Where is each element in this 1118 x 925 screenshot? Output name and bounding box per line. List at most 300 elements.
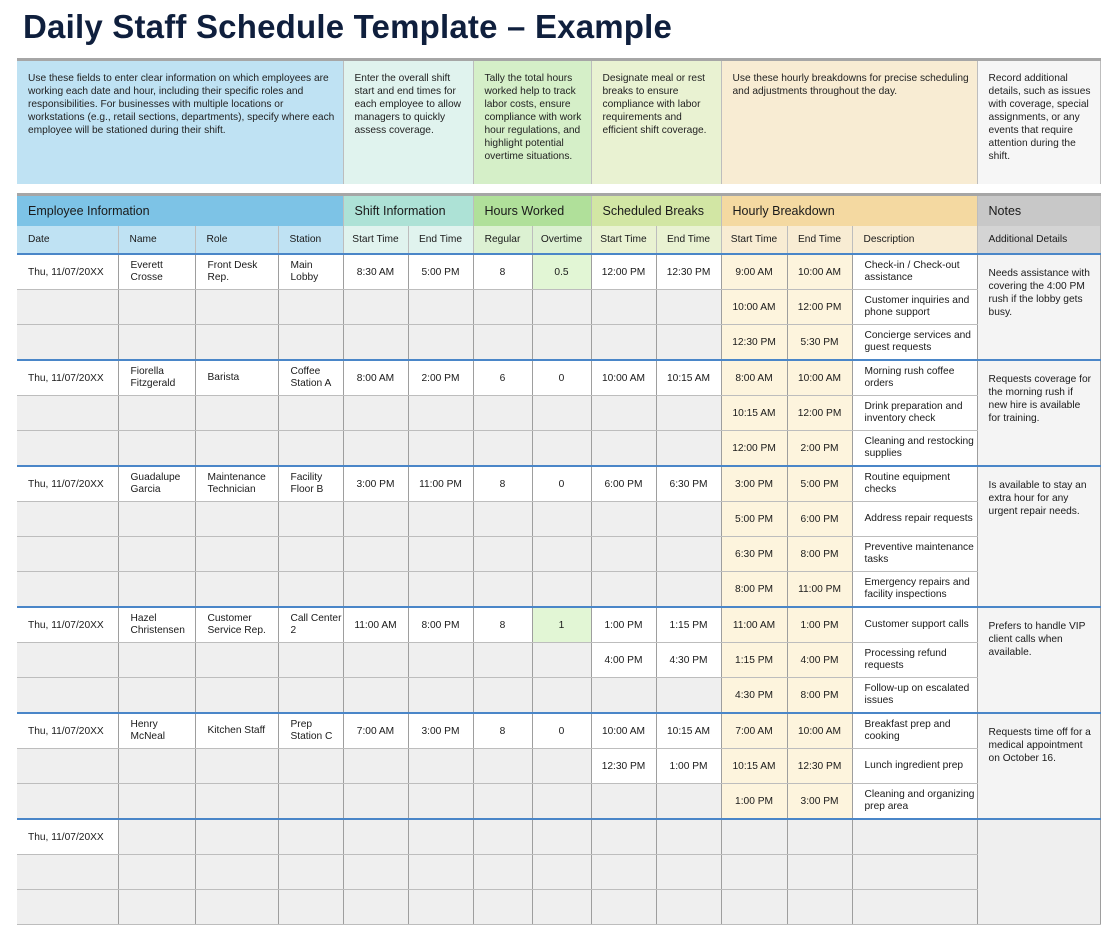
shift-end-cell[interactable] bbox=[408, 502, 473, 537]
overtime-hours-cell[interactable] bbox=[532, 431, 591, 467]
additional-details-cell[interactable]: Requests coverage for the morning rush if new hire is available for training. bbox=[977, 360, 1100, 466]
employee-subrow bbox=[17, 784, 1100, 820]
break-end-cell[interactable] bbox=[656, 290, 721, 325]
date-cell[interactable] bbox=[17, 431, 118, 467]
regular-hours-cell[interactable]: 8 bbox=[473, 254, 532, 290]
additional-details-cell[interactable]: Needs assistance with covering the 4:00 PM rush if the lobby gets busy. bbox=[977, 254, 1100, 360]
overtime-hours-cell[interactable] bbox=[532, 290, 591, 325]
date-cell[interactable] bbox=[17, 678, 118, 714]
regular-hours-cell[interactable] bbox=[473, 643, 532, 678]
hourly-end-cell[interactable]: 2:00 PM bbox=[787, 431, 852, 467]
break-end-cell[interactable]: 1:00 PM bbox=[656, 749, 721, 784]
shift-end-cell[interactable] bbox=[408, 431, 473, 467]
employee-row bbox=[17, 713, 1100, 749]
overtime-hours-cell[interactable] bbox=[532, 572, 591, 608]
hourly-end-cell[interactable]: 8:00 PM bbox=[787, 537, 852, 572]
shift-start-cell[interactable] bbox=[343, 325, 408, 361]
date-cell[interactable] bbox=[17, 502, 118, 537]
date-cell[interactable] bbox=[17, 855, 118, 890]
regular-hours-cell[interactable]: 6 bbox=[473, 360, 532, 396]
role-cell[interactable] bbox=[195, 537, 278, 572]
col-role: Role bbox=[195, 226, 278, 254]
col-break-end: End Time bbox=[656, 226, 721, 254]
shift-end-cell[interactable] bbox=[408, 819, 473, 855]
role-cell[interactable] bbox=[195, 855, 278, 890]
hourly-description-cell[interactable]: Address repair requests bbox=[852, 502, 977, 537]
hourly-description-cell[interactable]: Routine equipment checks bbox=[852, 466, 977, 502]
regular-hours-cell[interactable]: 8 bbox=[473, 466, 532, 502]
employee-subrow bbox=[17, 890, 1100, 925]
shift-start-cell[interactable] bbox=[343, 678, 408, 714]
station-cell[interactable] bbox=[278, 325, 343, 361]
hourly-description-cell[interactable] bbox=[852, 890, 977, 925]
break-start-cell[interactable] bbox=[591, 537, 656, 572]
role-cell[interactable] bbox=[195, 643, 278, 678]
break-start-cell[interactable]: 6:00 PM bbox=[591, 466, 656, 502]
hourly-start-cell[interactable] bbox=[721, 819, 787, 855]
station-cell[interactable] bbox=[278, 890, 343, 925]
date-cell[interactable] bbox=[17, 290, 118, 325]
shift-end-cell[interactable]: 2:00 PM bbox=[408, 360, 473, 396]
overtime-hours-cell[interactable] bbox=[532, 678, 591, 714]
hourly-start-cell[interactable]: 10:15 AM bbox=[721, 749, 787, 784]
break-end-cell[interactable]: 10:15 AM bbox=[656, 360, 721, 396]
role-cell[interactable] bbox=[195, 396, 278, 431]
hourly-description-cell[interactable]: Processing refund requests bbox=[852, 643, 977, 678]
hourly-description-cell[interactable]: Cleaning and restocking supplies bbox=[852, 431, 977, 467]
date-cell[interactable]: Thu, 11/07/20XX bbox=[17, 360, 118, 396]
hourly-end-cell[interactable] bbox=[787, 819, 852, 855]
additional-details-cell[interactable]: Requests time off for a medical appointment on October 16. bbox=[977, 713, 1100, 819]
col-overtime: Overtime bbox=[532, 226, 591, 254]
shift-end-cell[interactable] bbox=[408, 749, 473, 784]
shift-start-cell[interactable] bbox=[343, 749, 408, 784]
name-cell[interactable] bbox=[118, 749, 195, 784]
name-cell[interactable] bbox=[118, 678, 195, 714]
employee-row bbox=[17, 819, 1100, 855]
break-end-cell[interactable] bbox=[656, 325, 721, 361]
employee-subrow bbox=[17, 502, 1100, 537]
regular-hours-cell[interactable] bbox=[473, 290, 532, 325]
name-cell[interactable] bbox=[118, 502, 195, 537]
break-start-cell[interactable] bbox=[591, 572, 656, 608]
name-cell[interactable] bbox=[118, 431, 195, 467]
col-hourly-start: Start Time bbox=[721, 226, 787, 254]
regular-hours-cell[interactable]: 8 bbox=[473, 713, 532, 749]
hourly-start-cell[interactable]: 1:15 PM bbox=[721, 643, 787, 678]
employee-subrow bbox=[17, 678, 1100, 714]
hourly-start-cell[interactable]: 12:00 PM bbox=[721, 431, 787, 467]
shift-start-cell[interactable] bbox=[343, 502, 408, 537]
break-end-cell[interactable] bbox=[656, 431, 721, 467]
regular-hours-cell[interactable] bbox=[473, 537, 532, 572]
name-cell[interactable] bbox=[118, 537, 195, 572]
shift-end-cell[interactable] bbox=[408, 643, 473, 678]
hourly-start-cell[interactable]: 12:30 PM bbox=[721, 325, 787, 361]
regular-hours-cell[interactable] bbox=[473, 325, 532, 361]
shift-start-cell[interactable] bbox=[343, 431, 408, 467]
employee-subrow bbox=[17, 643, 1100, 678]
col-shift-start: Start Time bbox=[343, 226, 408, 254]
hourly-end-cell[interactable] bbox=[787, 890, 852, 925]
break-end-cell[interactable] bbox=[656, 819, 721, 855]
station-cell[interactable]: Call Center 2 bbox=[278, 607, 343, 643]
shift-start-cell[interactable] bbox=[343, 855, 408, 890]
shift-end-cell[interactable] bbox=[408, 784, 473, 820]
regular-hours-cell[interactable] bbox=[473, 502, 532, 537]
hourly-description-cell[interactable]: Cleaning and organizing prep area bbox=[852, 784, 977, 820]
name-cell[interactable] bbox=[118, 819, 195, 855]
hourly-description-cell[interactable]: Drink preparation and inventory check bbox=[852, 396, 977, 431]
station-cell[interactable] bbox=[278, 643, 343, 678]
name-cell[interactable] bbox=[118, 784, 195, 820]
name-cell[interactable] bbox=[118, 325, 195, 361]
hourly-description-cell[interactable]: Morning rush coffee orders bbox=[852, 360, 977, 396]
hourly-description-cell[interactable]: Follow-up on escalated issues bbox=[852, 678, 977, 714]
station-cell[interactable] bbox=[278, 431, 343, 467]
hourly-description-cell[interactable] bbox=[852, 819, 977, 855]
break-start-cell[interactable]: 12:00 PM bbox=[591, 254, 656, 290]
regular-hours-cell[interactable] bbox=[473, 855, 532, 890]
overtime-hours-cell[interactable]: 0 bbox=[532, 360, 591, 396]
role-cell[interactable] bbox=[195, 749, 278, 784]
role-cell[interactable] bbox=[195, 819, 278, 855]
regular-hours-cell[interactable] bbox=[473, 819, 532, 855]
role-cell[interactable] bbox=[195, 678, 278, 714]
hourly-start-cell[interactable]: 11:00 AM bbox=[721, 607, 787, 643]
shift-end-cell[interactable] bbox=[408, 325, 473, 361]
break-end-cell[interactable] bbox=[656, 890, 721, 925]
hourly-end-cell[interactable]: 4:00 PM bbox=[787, 643, 852, 678]
hourly-end-cell[interactable]: 11:00 PM bbox=[787, 572, 852, 608]
overtime-hours-cell[interactable] bbox=[532, 325, 591, 361]
notes-description: Record additional details, such as issues with coverage, special assignments, or any events that require attention during the shift. bbox=[977, 60, 1100, 185]
hourly-end-cell[interactable]: 5:00 PM bbox=[787, 466, 852, 502]
shift-end-cell[interactable] bbox=[408, 572, 473, 608]
regular-hours-cell[interactable] bbox=[473, 784, 532, 820]
regular-hours-cell[interactable] bbox=[473, 572, 532, 608]
hourly-end-cell[interactable]: 5:30 PM bbox=[787, 325, 852, 361]
name-cell[interactable] bbox=[118, 855, 195, 890]
additional-details-cell[interactable]: Prefers to handle VIP client calls when available. bbox=[977, 607, 1100, 713]
station-cell[interactable] bbox=[278, 819, 343, 855]
hourly-end-cell[interactable] bbox=[787, 855, 852, 890]
shift-end-cell[interactable]: 5:00 PM bbox=[408, 254, 473, 290]
date-cell[interactable]: Thu, 11/07/20XX bbox=[17, 607, 118, 643]
break-start-cell[interactable] bbox=[591, 819, 656, 855]
column-header-row bbox=[17, 226, 1100, 254]
break-start-cell[interactable] bbox=[591, 290, 656, 325]
date-cell[interactable] bbox=[17, 325, 118, 361]
break-end-cell[interactable] bbox=[656, 502, 721, 537]
hourly-end-cell[interactable]: 10:00 AM bbox=[787, 254, 852, 290]
shift-end-cell[interactable]: 3:00 PM bbox=[408, 713, 473, 749]
hourly-description-cell[interactable]: Check-in / Check-out assistance bbox=[852, 254, 977, 290]
hourly-description-cell[interactable]: Customer inquiries and phone support bbox=[852, 290, 977, 325]
break-end-cell[interactable] bbox=[656, 537, 721, 572]
role-cell[interactable] bbox=[195, 502, 278, 537]
shift-start-cell[interactable] bbox=[343, 890, 408, 925]
hourly-end-cell[interactable]: 12:30 PM bbox=[787, 749, 852, 784]
date-cell[interactable] bbox=[17, 396, 118, 431]
name-cell[interactable]: Everett Crosse bbox=[118, 254, 195, 290]
hourly-end-cell[interactable]: 10:00 AM bbox=[787, 360, 852, 396]
break-start-cell[interactable] bbox=[591, 396, 656, 431]
employee-subrow bbox=[17, 290, 1100, 325]
role-cell[interactable]: Maintenance Technician bbox=[195, 466, 278, 502]
employee-subrow bbox=[17, 325, 1100, 361]
shift-end-cell[interactable] bbox=[408, 678, 473, 714]
hourly-description-cell[interactable] bbox=[852, 855, 977, 890]
shift-start-cell[interactable] bbox=[343, 572, 408, 608]
role-cell[interactable]: Kitchen Staff bbox=[195, 713, 278, 749]
break-end-cell[interactable]: 1:15 PM bbox=[656, 607, 721, 643]
break-end-cell[interactable] bbox=[656, 396, 721, 431]
additional-details-cell[interactable]: Is available to stay an extra hour for any urgent repair needs. bbox=[977, 466, 1100, 607]
break-start-cell[interactable] bbox=[591, 502, 656, 537]
hourly-end-cell[interactable]: 12:00 PM bbox=[787, 396, 852, 431]
break-end-cell[interactable] bbox=[656, 678, 721, 714]
hourly-start-cell[interactable]: 7:00 AM bbox=[721, 713, 787, 749]
role-cell[interactable] bbox=[195, 784, 278, 820]
station-cell[interactable] bbox=[278, 396, 343, 431]
overtime-hours-cell[interactable]: 0 bbox=[532, 713, 591, 749]
break-start-cell[interactable] bbox=[591, 890, 656, 925]
date-cell[interactable] bbox=[17, 749, 118, 784]
hourly-start-cell[interactable]: 10:00 AM bbox=[721, 290, 787, 325]
overtime-hours-cell[interactable] bbox=[532, 643, 591, 678]
hourly-end-cell[interactable]: 10:00 AM bbox=[787, 713, 852, 749]
overtime-hours-cell[interactable] bbox=[532, 537, 591, 572]
employee-subrow bbox=[17, 396, 1100, 431]
shift-start-cell[interactable]: 3:00 PM bbox=[343, 466, 408, 502]
hourly-start-cell[interactable]: 4:30 PM bbox=[721, 678, 787, 714]
station-cell[interactable]: Facility Floor B bbox=[278, 466, 343, 502]
role-cell[interactable] bbox=[195, 572, 278, 608]
break-start-cell[interactable]: 1:00 PM bbox=[591, 607, 656, 643]
col-shift-end: End Time bbox=[408, 226, 473, 254]
hourly-end-cell[interactable]: 3:00 PM bbox=[787, 784, 852, 820]
station-cell[interactable] bbox=[278, 855, 343, 890]
overtime-hours-cell[interactable] bbox=[532, 502, 591, 537]
schedule-sheet bbox=[17, 58, 1100, 925]
station-cell[interactable] bbox=[278, 784, 343, 820]
role-cell[interactable] bbox=[195, 290, 278, 325]
regular-hours-cell[interactable] bbox=[473, 749, 532, 784]
section-descriptions bbox=[17, 60, 1100, 185]
hourly-end-cell[interactable]: 1:00 PM bbox=[787, 607, 852, 643]
employee-row bbox=[17, 607, 1100, 643]
break-start-cell[interactable] bbox=[591, 678, 656, 714]
role-cell[interactable]: Barista bbox=[195, 360, 278, 396]
employee-subrow bbox=[17, 855, 1100, 890]
hourly-end-cell[interactable]: 12:00 PM bbox=[787, 290, 852, 325]
name-cell[interactable]: Fiorella Fitzgerald bbox=[118, 360, 195, 396]
overtime-hours-cell[interactable] bbox=[532, 855, 591, 890]
date-cell[interactable] bbox=[17, 643, 118, 678]
regular-hours-cell[interactable] bbox=[473, 431, 532, 467]
col-description: Description bbox=[852, 226, 977, 254]
employee-info-description: Use these fields to enter clear information on which employees are working each date and hour, including their specific roles and responsibilities. For businesses with multiple locations or workstations (e.g., retail sections, departments), specify where each employee will be stationed during their shift. bbox=[17, 60, 343, 185]
shift-end-cell[interactable] bbox=[408, 290, 473, 325]
shift-end-cell[interactable] bbox=[408, 855, 473, 890]
group-scheduled-breaks: Scheduled Breaks bbox=[591, 195, 721, 227]
schedule-table bbox=[17, 58, 1101, 925]
date-cell[interactable] bbox=[17, 537, 118, 572]
shift-end-cell[interactable] bbox=[408, 890, 473, 925]
scheduled-breaks-description: Designate meal or rest breaks to ensure compliance with labor requirements and efficient shift coverage. bbox=[591, 60, 721, 185]
shift-end-cell[interactable] bbox=[408, 537, 473, 572]
regular-hours-cell[interactable] bbox=[473, 678, 532, 714]
role-cell[interactable] bbox=[195, 431, 278, 467]
break-end-cell[interactable]: 10:15 AM bbox=[656, 713, 721, 749]
additional-details-cell[interactable] bbox=[977, 819, 1100, 925]
name-cell[interactable] bbox=[118, 396, 195, 431]
date-cell[interactable] bbox=[17, 572, 118, 608]
hourly-description-cell[interactable]: Lunch ingredient prep bbox=[852, 749, 977, 784]
date-cell[interactable] bbox=[17, 890, 118, 925]
group-employee-information: Employee Information bbox=[17, 195, 343, 227]
overtime-hours-cell[interactable]: 0 bbox=[532, 466, 591, 502]
hourly-start-cell[interactable]: 3:00 PM bbox=[721, 466, 787, 502]
station-cell[interactable]: Coffee Station A bbox=[278, 360, 343, 396]
break-start-cell[interactable] bbox=[591, 325, 656, 361]
employee-row bbox=[17, 254, 1100, 290]
name-cell[interactable] bbox=[118, 890, 195, 925]
col-station: Station bbox=[278, 226, 343, 254]
station-cell[interactable] bbox=[278, 290, 343, 325]
break-start-cell[interactable]: 4:00 PM bbox=[591, 643, 656, 678]
employee-subrow bbox=[17, 572, 1100, 608]
role-cell[interactable] bbox=[195, 325, 278, 361]
shift-start-cell[interactable] bbox=[343, 290, 408, 325]
date-cell[interactable]: Thu, 11/07/20XX bbox=[17, 466, 118, 502]
role-cell[interactable]: Front Desk Rep. bbox=[195, 254, 278, 290]
role-cell[interactable] bbox=[195, 890, 278, 925]
employee-subrow bbox=[17, 749, 1100, 784]
shift-start-cell[interactable]: 7:00 AM bbox=[343, 713, 408, 749]
hourly-start-cell[interactable]: 8:00 PM bbox=[721, 572, 787, 608]
hourly-start-cell[interactable]: 9:00 AM bbox=[721, 254, 787, 290]
group-hourly-breakdown: Hourly Breakdown bbox=[721, 195, 977, 227]
hourly-end-cell[interactable]: 6:00 PM bbox=[787, 502, 852, 537]
hourly-end-cell[interactable]: 8:00 PM bbox=[787, 678, 852, 714]
col-name: Name bbox=[118, 226, 195, 254]
name-cell[interactable]: Henry McNeal bbox=[118, 713, 195, 749]
hours-worked-description: Tally the total hours worked help to track labor costs, ensure compliance with work hour regulations, and highlight potential overtime situations. bbox=[473, 60, 591, 185]
shift-start-cell[interactable]: 8:30 AM bbox=[343, 254, 408, 290]
break-start-cell[interactable]: 10:00 AM bbox=[591, 713, 656, 749]
break-start-cell[interactable] bbox=[591, 431, 656, 467]
hourly-description-cell[interactable]: Customer support calls bbox=[852, 607, 977, 643]
col-hourly-end: End Time bbox=[787, 226, 852, 254]
col-additional-details: Additional Details bbox=[977, 226, 1100, 254]
hourly-description-cell[interactable]: Breakfast prep and cooking bbox=[852, 713, 977, 749]
station-cell[interactable] bbox=[278, 502, 343, 537]
name-cell[interactable]: Hazel Christensen bbox=[118, 607, 195, 643]
group-header-row bbox=[17, 195, 1100, 227]
station-cell[interactable]: Prep Station C bbox=[278, 713, 343, 749]
station-cell[interactable] bbox=[278, 537, 343, 572]
shift-start-cell[interactable] bbox=[343, 819, 408, 855]
date-cell[interactable]: Thu, 11/07/20XX bbox=[17, 819, 118, 855]
station-cell[interactable]: Main Lobby bbox=[278, 254, 343, 290]
shift-end-cell[interactable]: 11:00 PM bbox=[408, 466, 473, 502]
station-cell[interactable] bbox=[278, 572, 343, 608]
date-cell[interactable] bbox=[17, 784, 118, 820]
hourly-description-cell[interactable]: Emergency repairs and facility inspections bbox=[852, 572, 977, 608]
shift-end-cell[interactable] bbox=[408, 396, 473, 431]
hourly-start-cell[interactable]: 10:15 AM bbox=[721, 396, 787, 431]
shift-start-cell[interactable] bbox=[343, 396, 408, 431]
hourly-start-cell[interactable]: 6:30 PM bbox=[721, 537, 787, 572]
hourly-start-cell[interactable]: 1:00 PM bbox=[721, 784, 787, 820]
break-end-cell[interactable]: 4:30 PM bbox=[656, 643, 721, 678]
overtime-hours-cell[interactable] bbox=[532, 749, 591, 784]
shift-start-cell[interactable]: 8:00 AM bbox=[343, 360, 408, 396]
shift-start-cell[interactable] bbox=[343, 784, 408, 820]
group-notes: Notes bbox=[977, 195, 1100, 227]
shift-start-cell[interactable]: 11:00 AM bbox=[343, 607, 408, 643]
break-end-cell[interactable] bbox=[656, 855, 721, 890]
shift-end-cell[interactable]: 8:00 PM bbox=[408, 607, 473, 643]
employee-subrow bbox=[17, 537, 1100, 572]
hourly-description-cell[interactable]: Concierge services and guest requests bbox=[852, 325, 977, 361]
col-break-start: Start Time bbox=[591, 226, 656, 254]
break-end-cell[interactable]: 12:30 PM bbox=[656, 254, 721, 290]
overtime-hours-cell[interactable]: 1 bbox=[532, 607, 591, 643]
col-date: Date bbox=[17, 226, 118, 254]
overtime-hours-cell[interactable] bbox=[532, 784, 591, 820]
break-start-cell[interactable]: 10:00 AM bbox=[591, 360, 656, 396]
hourly-start-cell[interactable]: 8:00 AM bbox=[721, 360, 787, 396]
date-cell[interactable]: Thu, 11/07/20XX bbox=[17, 254, 118, 290]
regular-hours-cell[interactable] bbox=[473, 890, 532, 925]
break-end-cell[interactable] bbox=[656, 572, 721, 608]
break-end-cell[interactable]: 6:30 PM bbox=[656, 466, 721, 502]
break-start-cell[interactable] bbox=[591, 784, 656, 820]
hourly-start-cell[interactable] bbox=[721, 855, 787, 890]
shift-start-cell[interactable] bbox=[343, 643, 408, 678]
break-end-cell[interactable] bbox=[656, 784, 721, 820]
group-hours-worked: Hours Worked bbox=[473, 195, 591, 227]
hourly-description-cell[interactable]: Preventive maintenance tasks bbox=[852, 537, 977, 572]
hourly-start-cell[interactable]: 5:00 PM bbox=[721, 502, 787, 537]
employee-row bbox=[17, 360, 1100, 396]
name-cell[interactable] bbox=[118, 290, 195, 325]
name-cell[interactable]: Guadalupe Garcia bbox=[118, 466, 195, 502]
shift-info-description: Enter the overall shift start and end times for each employee to allow managers to quickly assess coverage. bbox=[343, 60, 473, 185]
regular-hours-cell[interactable] bbox=[473, 396, 532, 431]
shift-start-cell[interactable] bbox=[343, 537, 408, 572]
name-cell[interactable] bbox=[118, 572, 195, 608]
role-cell[interactable]: Customer Service Rep. bbox=[195, 607, 278, 643]
name-cell[interactable] bbox=[118, 643, 195, 678]
employee-subrow bbox=[17, 431, 1100, 467]
overtime-hours-cell[interactable] bbox=[532, 819, 591, 855]
overtime-hours-cell[interactable] bbox=[532, 396, 591, 431]
col-regular: Regular bbox=[473, 226, 532, 254]
regular-hours-cell[interactable]: 8 bbox=[473, 607, 532, 643]
break-start-cell[interactable]: 12:30 PM bbox=[591, 749, 656, 784]
overtime-hours-cell[interactable]: 0.5 bbox=[532, 254, 591, 290]
date-cell[interactable]: Thu, 11/07/20XX bbox=[17, 713, 118, 749]
station-cell[interactable] bbox=[278, 678, 343, 714]
break-start-cell[interactable] bbox=[591, 855, 656, 890]
hourly-start-cell[interactable] bbox=[721, 890, 787, 925]
station-cell[interactable] bbox=[278, 749, 343, 784]
overtime-hours-cell[interactable] bbox=[532, 890, 591, 925]
